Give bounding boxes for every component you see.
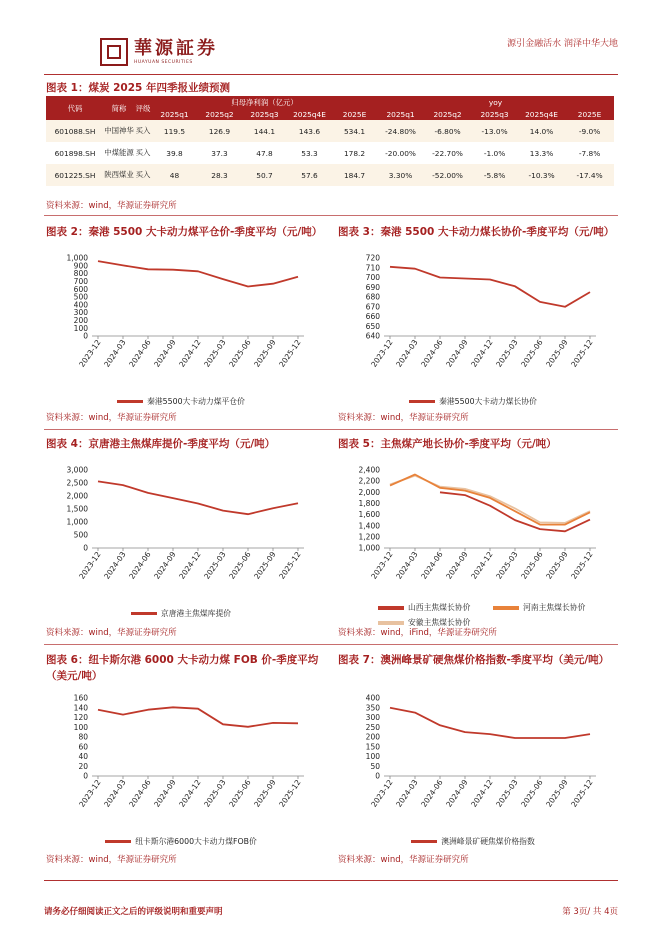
sub-header: 2025q2 [197, 108, 242, 120]
x-tick-label: 2024-12 [177, 777, 203, 809]
y-tick-label: 0 [83, 771, 88, 781]
fig4-svg [46, 464, 316, 614]
legend-label: 河南主焦煤长协价 [523, 603, 586, 612]
y-tick-label: 670 [365, 302, 380, 312]
legend-label: 山西主焦煤长协价 [408, 603, 471, 612]
x-tick-label: 2024-09 [444, 777, 470, 809]
fig3-title: 图表 3：秦港 5500 大卡动力煤长协价-季度平均（元/吨） [338, 226, 615, 238]
y-tick-label: 300 [365, 713, 380, 723]
fig5-title: 图表 5：主焦煤产地长协价-季度平均（元/吨） [338, 438, 557, 450]
fig5-source: 资料来源：wind，iFind，华源证券研究所 [338, 628, 497, 638]
cell-name: 中国神华 [104, 120, 134, 142]
cell-value: 37.3 [197, 142, 242, 164]
x-tick-label: 2025-09 [544, 777, 570, 809]
y-tick-label: 680 [365, 292, 380, 302]
logo-en: HUAYUAN SECURITIES [134, 59, 193, 65]
y-tick-label: 700 [73, 277, 88, 286]
fig6-title: 图表 6：纽卡斯尔港 6000 大卡动力煤 FOB 价-季度平均（美元/吨） [46, 654, 319, 682]
col-header-name: 简称 [104, 96, 134, 120]
x-tick-label: 2025-09 [252, 777, 278, 809]
y-tick-label: 690 [365, 282, 380, 292]
x-tick-label: 2024-12 [177, 549, 203, 581]
x-tick-label: 2024-06 [419, 777, 445, 809]
x-tick-label: 2025-06 [519, 549, 545, 581]
cell-value: 47.8 [242, 142, 287, 164]
cell-value: 50.7 [242, 164, 287, 186]
y-tick-label: 160 [73, 693, 88, 703]
x-tick-label: 2025-12 [569, 777, 595, 809]
y-tick-label: 650 [365, 321, 380, 331]
section-divider [44, 215, 618, 216]
cell-value: -10.3% [518, 164, 565, 186]
fig3-chart [338, 252, 608, 406]
footer-disclaimer: 请务必仔细阅读正文之后的评级说明和重要声明 [44, 907, 223, 917]
sub-header: 2025q4E [287, 108, 332, 120]
x-tick-label: 2024-03 [102, 337, 128, 369]
legend-item [378, 602, 493, 613]
y-tick-label: 20 [78, 761, 88, 771]
y-tick-label: 1,000 [66, 517, 88, 527]
x-tick-label: 2024-03 [394, 777, 420, 809]
y-tick-label: 900 [73, 261, 88, 271]
series-line-京唐港主焦煤库提价 [98, 481, 298, 514]
y-tick-label: 400 [73, 300, 88, 310]
x-tick-label: 2024-09 [152, 549, 178, 581]
y-tick-label: 1,200 [358, 532, 380, 542]
fig2-svg [46, 252, 316, 402]
sub-header: 2025q1 [377, 108, 424, 120]
x-tick-label: 2025-03 [202, 549, 228, 581]
cell-value: 3.30% [377, 164, 424, 186]
cell-code: 601898.SH [46, 142, 104, 164]
header-slogan: 源引金融活水 润泽中华大地 [507, 39, 618, 49]
section-divider [44, 429, 618, 430]
fig6-chart [46, 692, 316, 846]
x-tick-label: 2025-03 [494, 549, 520, 581]
cell-value: 57.6 [287, 164, 332, 186]
cell-rating: 买入 [134, 142, 152, 164]
cell-value: 119.5 [152, 120, 197, 142]
y-tick-label: 3,000 [66, 465, 88, 475]
cell-value: -7.8% [565, 142, 614, 164]
legend-swatch [378, 621, 404, 625]
y-tick-label: 200 [73, 316, 88, 325]
cell-value: -22.70% [424, 142, 471, 164]
y-tick-label: 120 [73, 713, 88, 723]
cell-value: 14.0% [518, 120, 565, 142]
fig7-title: 图表 7：澳洲峰景矿硬焦煤价格指数-季度平均（美元/吨） [338, 654, 610, 666]
sub-header: 2025q3 [471, 108, 518, 120]
y-tick-label: 100 [73, 722, 88, 732]
y-tick-label: 2,500 [66, 478, 88, 488]
cell-value: 28.3 [197, 164, 242, 186]
sub-header: 2025q3 [242, 108, 287, 120]
col-header-rating: 评级 [134, 96, 152, 120]
cell-code: 601225.SH [46, 164, 104, 186]
table-row [46, 120, 614, 142]
y-tick-label: 0 [83, 331, 88, 341]
sub-header: 2025E [332, 108, 377, 120]
cell-value: 184.7 [332, 164, 377, 186]
y-tick-label: 700 [365, 273, 380, 283]
cell-value: 13.3% [518, 142, 565, 164]
series-line-澳洲峰景矿硬焦煤价格指数 [390, 708, 590, 738]
cell-name: 陕西煤业 [104, 164, 134, 186]
y-tick-label: 720 [365, 253, 380, 263]
x-tick-label: 2025-06 [519, 337, 545, 369]
x-tick-label: 2025-09 [544, 549, 570, 581]
y-tick-label: 250 [365, 722, 380, 732]
page-number: 第 3页/ 共 4页 [562, 907, 618, 917]
x-tick-label: 2025-03 [494, 337, 520, 369]
cell-value: -6.80% [424, 120, 471, 142]
fig4-source: 资料来源：wind，华源证券研究所 [46, 628, 177, 638]
x-tick-label: 2023-12 [369, 549, 395, 581]
y-tick-label: 0 [83, 543, 88, 553]
x-tick-label: 2024-09 [444, 549, 470, 581]
cell-value: 39.8 [152, 142, 197, 164]
legend-item [46, 608, 316, 619]
y-tick-label: 500 [73, 292, 88, 302]
y-tick-label: 100 [365, 752, 380, 762]
legend-item [46, 396, 316, 407]
legend-item [46, 836, 316, 847]
x-tick-label: 2024-06 [127, 549, 153, 581]
y-tick-label: 1,800 [358, 499, 380, 509]
x-tick-label: 2024-06 [419, 337, 445, 369]
x-tick-label: 2023-12 [77, 337, 103, 369]
cell-name: 中煤能源 [104, 142, 134, 164]
y-tick-label: 2,000 [66, 491, 88, 501]
fig7-chart [338, 692, 608, 846]
cell-value: 126.9 [197, 120, 242, 142]
sub-header: 2025q1 [152, 108, 197, 120]
x-tick-label: 2024-03 [102, 549, 128, 581]
y-tick-label: 500 [73, 530, 88, 540]
cell-value: 48 [152, 164, 197, 186]
fig6-source: 资料来源：wind，华源证券研究所 [46, 855, 177, 865]
x-tick-label: 2025-12 [569, 549, 595, 581]
y-tick-label: 1,400 [358, 521, 380, 531]
x-tick-label: 2025-06 [519, 777, 545, 809]
x-tick-label: 2025-06 [227, 337, 253, 369]
series-line-秦港5500大卡动力煤长协价 [390, 267, 590, 307]
y-tick-label: 2,000 [358, 487, 380, 497]
x-tick-label: 2025-12 [277, 549, 303, 581]
section-divider [44, 644, 618, 645]
y-tick-label: 60 [78, 742, 88, 752]
earnings-forecast-table [46, 96, 614, 186]
x-tick-label: 2024-09 [152, 337, 178, 369]
x-tick-label: 2025-09 [544, 337, 570, 369]
legend-label: 澳洲峰景矿硬焦煤价格指数 [441, 837, 535, 846]
y-tick-label: 40 [78, 752, 88, 762]
y-tick-label: 1,600 [358, 510, 380, 520]
legend-item [338, 396, 608, 407]
legend-swatch [131, 612, 157, 615]
legend-swatch [105, 840, 131, 843]
x-tick-label: 2024-12 [469, 337, 495, 369]
fig2-source: 资料来源：wind，华源证券研究所 [46, 413, 177, 423]
y-tick-label: 1,000 [358, 543, 380, 553]
x-tick-label: 2024-09 [152, 777, 178, 809]
col-group-profit: 归母净利润（亿元） [152, 96, 377, 108]
cell-value: -20.00% [377, 142, 424, 164]
fig7-svg [338, 692, 608, 842]
x-tick-label: 2024-03 [394, 337, 420, 369]
logo-name: 華源証券 [134, 37, 218, 59]
footer-divider [44, 880, 618, 881]
y-tick-label: 800 [73, 269, 88, 279]
legend-swatch [493, 606, 519, 610]
sub-header: 2025E [565, 108, 614, 120]
legend-label: 秦港5500大卡动力煤平仓价 [147, 397, 245, 406]
y-tick-label: 1,500 [66, 504, 88, 514]
company-logo [100, 38, 218, 66]
fig7-source: 资料来源：wind，华源证券研究所 [338, 855, 469, 865]
y-tick-label: 600 [73, 284, 88, 294]
x-tick-label: 2025-12 [277, 777, 303, 809]
y-tick-label: 660 [365, 312, 380, 322]
cell-rating: 买入 [134, 164, 152, 186]
y-tick-label: 2,400 [358, 465, 380, 475]
fig6-svg [46, 692, 316, 842]
fig5-legend [338, 602, 608, 628]
x-tick-label: 2024-12 [469, 777, 495, 809]
fig4-legend [46, 608, 316, 619]
cell-value: -52.00% [424, 164, 471, 186]
y-tick-label: 100 [73, 323, 88, 333]
y-tick-label: 350 [365, 703, 380, 713]
x-tick-label: 2024-06 [127, 337, 153, 369]
fig7-legend [338, 836, 608, 847]
fig3-svg [338, 252, 608, 402]
series-line-河南主焦煤长协价 [390, 475, 590, 525]
fig2-title: 图表 2：秦港 5500 大卡动力煤平仓价-季度平均（元/吨） [46, 226, 323, 238]
sub-header: 2025q4E [518, 108, 565, 120]
col-header-code: 代码 [46, 96, 104, 120]
table1-title: 图表 1：煤炭 2025 年四季报业绩预测 [46, 82, 230, 94]
cell-value: -24.80% [377, 120, 424, 142]
y-tick-label: 300 [73, 308, 88, 318]
x-tick-label: 2024-03 [102, 777, 128, 809]
x-tick-label: 2023-12 [369, 337, 395, 369]
legend-label: 纽卡斯尔港6000大卡动力煤FOB价 [135, 837, 257, 846]
legend-label: 秦港5500大卡动力煤长协价 [439, 397, 537, 406]
fig4-title: 图表 4：京唐港主焦煤库提价-季度平均（元/吨） [46, 438, 276, 450]
y-tick-label: 0 [375, 771, 380, 781]
cell-value: 144.1 [242, 120, 287, 142]
table1-source: 资料来源：wind，华源证券研究所 [46, 201, 177, 211]
legend-swatch [378, 606, 404, 610]
y-tick-label: 400 [365, 693, 380, 703]
table-row [46, 142, 614, 164]
x-tick-label: 2023-12 [77, 777, 103, 809]
y-tick-label: 2,200 [358, 476, 380, 486]
cell-value: -5.8% [471, 164, 518, 186]
x-tick-label: 2024-12 [177, 337, 203, 369]
fig3-source: 资料来源：wind，华源证券研究所 [338, 413, 469, 423]
x-tick-label: 2025-03 [202, 777, 228, 809]
x-tick-label: 2025-06 [227, 549, 253, 581]
x-tick-label: 2024-06 [127, 777, 153, 809]
x-tick-label: 2024-12 [469, 549, 495, 581]
x-tick-label: 2024-06 [419, 549, 445, 581]
y-tick-label: 140 [73, 703, 88, 713]
table-row [46, 164, 614, 186]
cell-value: -1.0% [471, 142, 518, 164]
x-tick-label: 2024-09 [444, 337, 470, 369]
x-tick-label: 2025-06 [227, 777, 253, 809]
y-tick-label: 200 [365, 732, 380, 742]
cell-value: 534.1 [332, 120, 377, 142]
legend-label: 京唐港主焦煤库提价 [160, 609, 232, 618]
legend-swatch [411, 840, 437, 843]
cell-value: 53.3 [287, 142, 332, 164]
x-tick-label: 2025-09 [252, 337, 278, 369]
logo-mark-icon [100, 38, 128, 66]
x-tick-label: 2025-12 [569, 337, 595, 369]
legend-swatch [409, 400, 435, 403]
y-tick-label: 80 [78, 732, 88, 742]
fig2-legend [46, 396, 316, 407]
cell-value: -13.0% [471, 120, 518, 142]
cell-rating: 买入 [134, 120, 152, 142]
col-group-yoy: yoy [377, 96, 614, 108]
cell-value: 178.2 [332, 142, 377, 164]
fig3-legend [338, 396, 608, 407]
y-tick-label: 1,000 [66, 253, 88, 263]
series-line-秦港5500大卡动力煤平仓价 [98, 261, 298, 286]
legend-label: 安徽主焦煤长协价 [408, 618, 471, 627]
legend-item [338, 836, 608, 847]
y-tick-label: 150 [365, 742, 380, 752]
x-tick-label: 2023-12 [369, 777, 395, 809]
legend-swatch [117, 400, 143, 403]
y-tick-label: 50 [370, 761, 380, 771]
cell-value: 143.6 [287, 120, 332, 142]
header-divider [44, 74, 618, 75]
legend-item [493, 602, 608, 613]
fig2-chart [46, 252, 316, 406]
series-line-安徽主焦煤长协价 [390, 476, 590, 523]
sub-header: 2025q2 [424, 108, 471, 120]
cell-code: 601088.SH [46, 120, 104, 142]
x-tick-label: 2024-03 [394, 549, 420, 581]
x-tick-label: 2025-09 [252, 549, 278, 581]
y-tick-label: 710 [365, 263, 380, 273]
x-tick-label: 2025-12 [277, 337, 303, 369]
fig5-chart [338, 464, 608, 627]
x-tick-label: 2025-03 [494, 777, 520, 809]
fig5-svg [338, 464, 608, 614]
cell-value: -9.0% [565, 120, 614, 142]
cell-value: -17.4% [565, 164, 614, 186]
x-tick-label: 2025-03 [202, 337, 228, 369]
fig4-chart [46, 464, 316, 618]
fig6-legend [46, 836, 316, 847]
x-tick-label: 2023-12 [77, 549, 103, 581]
y-tick-label: 640 [365, 331, 380, 341]
series-line-纽卡斯尔港6000大卡动力煤FOB价 [98, 707, 298, 727]
